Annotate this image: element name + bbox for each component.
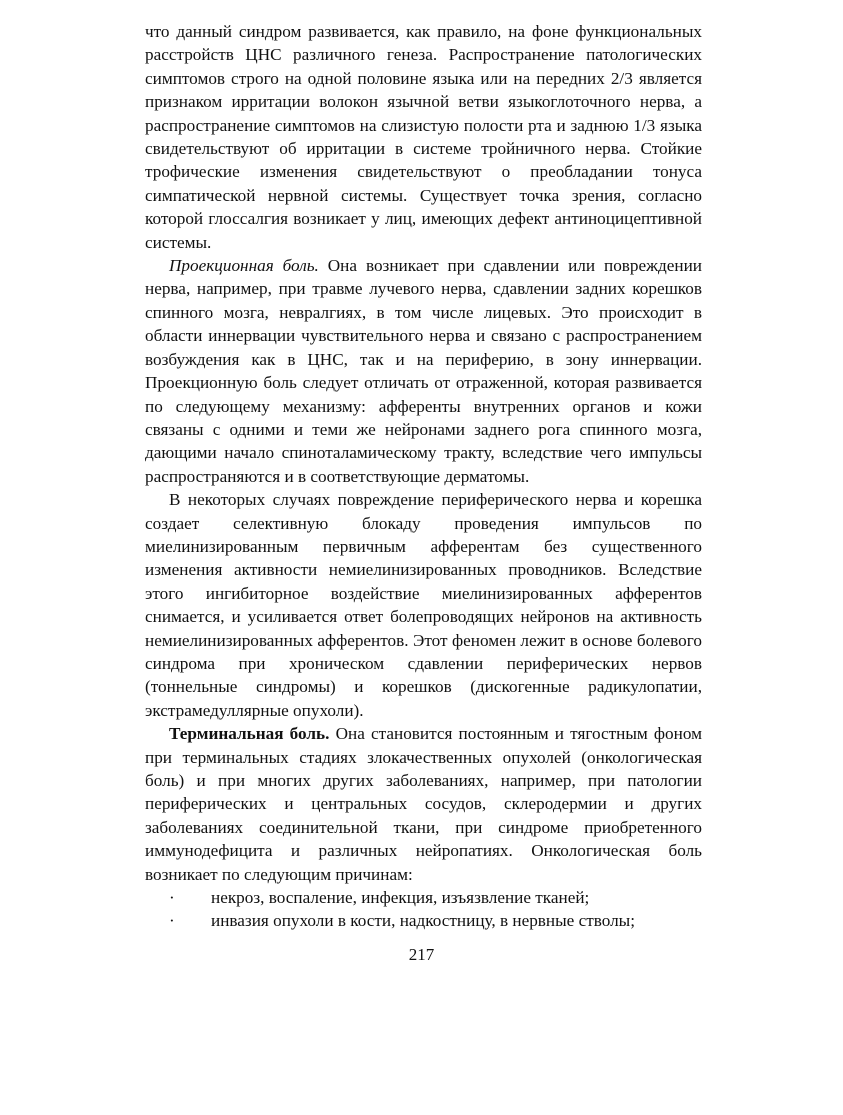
paragraph-terminal-pain-text: Она становится постоянным и тягостным фоном при терминальных стадиях злокачественных опухолей (онкологическая боль) и при многих других заболеваниях, например, при патологии периферических и центральных сосудов, склеродермии и других заболеваниях соединительной ткани, при синдроме приобретенного иммунодефицита и различных нейропатиях. Онкологическая боль возникает по следующим причинам: [145, 724, 702, 884]
cause-list [145, 886, 702, 933]
paragraph-projection-pain-text: Она возникает при сдавлении или повреждении нерва, например, при травме лучевого нерва, сдавлении задних корешков спинного мозга, невралгиях, в том числе лицевых. Это происходит в области иннервации чувствительного нерва и связано с распространением возбуждения как в ЦНС, так и на периферию, в зону иннервации. Проекционную боль следует отличать от отраженной, которая развивается по следующему механизму: афференты внутренних органов и кожи связаны с одними и теми же нейронами заднего рога спинного мозга, дающими начало спиноталамическому тракту, вследствие чего импульсы распространяются и в соответствующие дерматомы. [145, 256, 702, 486]
bullet-marker: · [169, 888, 175, 908]
term-terminal-pain: Терминальная боль. [169, 724, 330, 744]
paragraph-glossalgia: что данный синдром развивается, как правило, на фоне функциональных расстройств ЦНС различного генеза. Распространение патологических симптомов строго на одной половине языка или на передних 2/3 является признаком ирритации волокон язычной ветви языкоглоточного нерва, а распространение симптомов на слизистую полости рта и заднюю 1/3 языка свидетельствуют об ирритации в системе тройничного нерва. Стойкие трофические изменения свидетельствуют о преобладании тонуса симпатической нервной системы. Существует точка зрения, согласно которой глоссалгия возникает у лиц, имеющих дефект антиноцицептивной системы. [145, 22, 702, 252]
term-projection-pain: Проекционная боль. [169, 256, 319, 276]
list-item [145, 886, 702, 909]
list-item [145, 909, 702, 932]
list-item-text: некроз, воспаление, инфекция, изъязвление тканей; [211, 888, 590, 908]
bullet-marker: · [169, 911, 175, 931]
page-body [145, 20, 702, 933]
paragraph-terminal-pain [145, 722, 702, 886]
list-item-text: инвазия опухоли в кости, надкостницу, в нервные стволы; [211, 911, 636, 931]
page-number: 217 [408, 945, 435, 964]
paragraph-selective-blockade: В некоторых случаях повреждение периферического нерва и корешка создает селективную блокаду проведения импульсов по миелинизированным первичным афферентам без существенного изменения активности немиелинизированных проводников. Вследствие этого ингибиторное воздействие миелинизированных афферентов снимается, и усиливается ответ болепроводящих нейронов на активность немиелинизированных афферентов. Этот феномен лежит в основе болевого синдрома при хроническом сдавлении периферических нервов (тоннельные синдромы) и корешков (дискогенные радикулопатии, экстрамедуллярные опухоли). [145, 490, 702, 720]
paragraph-projection-pain [145, 254, 702, 488]
